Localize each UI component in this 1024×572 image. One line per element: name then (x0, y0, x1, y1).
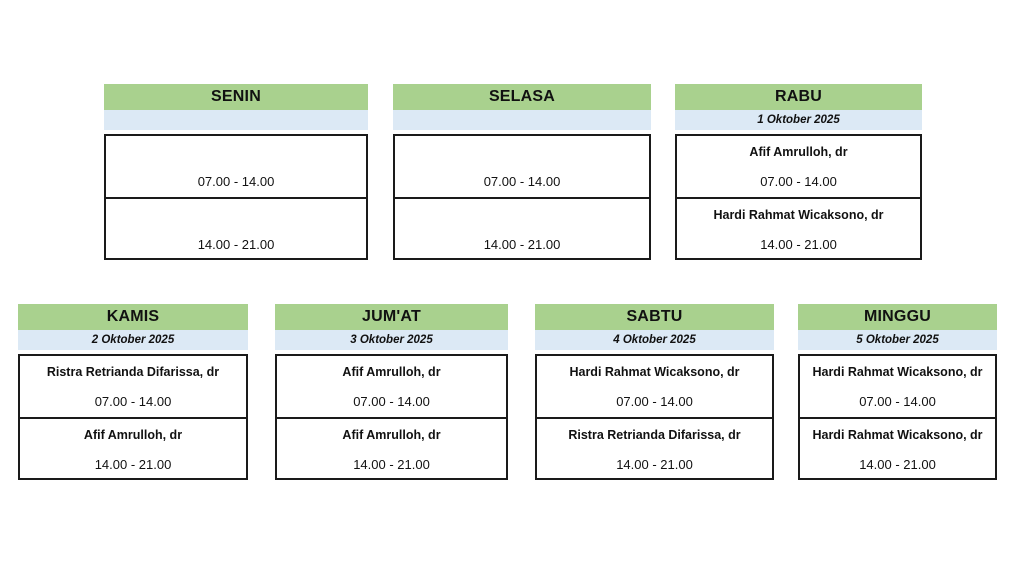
shift-time: 07.00 - 14.00 (197, 174, 275, 189)
shift-table (275, 354, 508, 480)
doctor-name: Afif Amrulloh, dr (342, 428, 441, 442)
doctor-name: Afif Amrulloh, dr (342, 365, 441, 379)
shift-slot-evening (395, 197, 649, 258)
shift-slot-morning (800, 356, 995, 417)
shift-time: 07.00 - 14.00 (94, 394, 172, 409)
shift-slot-evening (106, 197, 366, 258)
shift-time: 14.00 - 21.00 (616, 457, 693, 472)
shift-time: 07.00 - 14.00 (353, 394, 430, 409)
doctor-name: Hardi Rahmat Wicaksono, dr (812, 365, 983, 379)
shift-slot-morning (20, 356, 246, 417)
shift-table (393, 134, 651, 260)
shift-time: 14.00 - 21.00 (760, 237, 837, 252)
shift-time: 14.00 - 21.00 (483, 237, 561, 252)
day-date (104, 110, 368, 130)
day-name: JUM'AT (275, 304, 508, 330)
day-card-selasa (393, 84, 651, 260)
doctor-name: Hardi Rahmat Wicaksono, dr (569, 365, 740, 379)
shift-table (18, 354, 248, 480)
shift-time: 14.00 - 21.00 (353, 457, 430, 472)
shift-slot-evening (677, 197, 920, 258)
shift-time: 14.00 - 21.00 (197, 237, 275, 252)
shift-slot-evening (537, 417, 772, 478)
shift-slot-evening (800, 417, 995, 478)
shift-time: 14.00 - 21.00 (859, 457, 936, 472)
shift-time: 14.00 - 21.00 (94, 457, 172, 472)
shift-slot-evening (20, 417, 246, 478)
day-card-kamis (18, 304, 248, 480)
shift-table (535, 354, 774, 480)
shift-table (798, 354, 997, 480)
day-name: KAMIS (18, 304, 248, 330)
day-date: 4 Oktober 2025 (535, 330, 774, 350)
day-card-jumat (275, 304, 508, 480)
shift-time: 07.00 - 14.00 (760, 174, 837, 189)
day-card-rabu (675, 84, 922, 260)
doctor-name: Afif Amrulloh, dr (83, 428, 183, 442)
doctor-name: Ristra Retrianda Difarissa, dr (46, 365, 220, 379)
shift-slot-morning (106, 136, 366, 197)
day-name: SELASA (393, 84, 651, 110)
day-date: 2 Oktober 2025 (18, 330, 248, 350)
day-name: SENIN (104, 84, 368, 110)
shift-slot-evening (277, 417, 506, 478)
shift-time: 07.00 - 14.00 (859, 394, 936, 409)
shift-time: 07.00 - 14.00 (616, 394, 693, 409)
shift-time: 07.00 - 14.00 (483, 174, 561, 189)
day-date: 3 Oktober 2025 (275, 330, 508, 350)
shift-slot-morning (395, 136, 649, 197)
doctor-name: Hardi Rahmat Wicaksono, dr (812, 428, 983, 442)
day-name: RABU (675, 84, 922, 110)
day-card-sabtu (535, 304, 774, 480)
doctor-name: Hardi Rahmat Wicaksono, dr (713, 208, 884, 222)
day-name: SABTU (535, 304, 774, 330)
shift-table (675, 134, 922, 260)
doctor-name: Ristra Retrianda Difarissa, dr (568, 428, 741, 442)
day-date: 1 Oktober 2025 (675, 110, 922, 130)
day-date: 5 Oktober 2025 (798, 330, 997, 350)
day-card-senin (104, 84, 368, 260)
shift-slot-morning (277, 356, 506, 417)
day-name: MINGGU (798, 304, 997, 330)
day-date (393, 110, 651, 130)
shift-table (104, 134, 368, 260)
doctor-name: Afif Amrulloh, dr (749, 145, 848, 159)
shift-slot-morning (677, 136, 920, 197)
day-card-minggu (798, 304, 997, 480)
shift-slot-morning (537, 356, 772, 417)
